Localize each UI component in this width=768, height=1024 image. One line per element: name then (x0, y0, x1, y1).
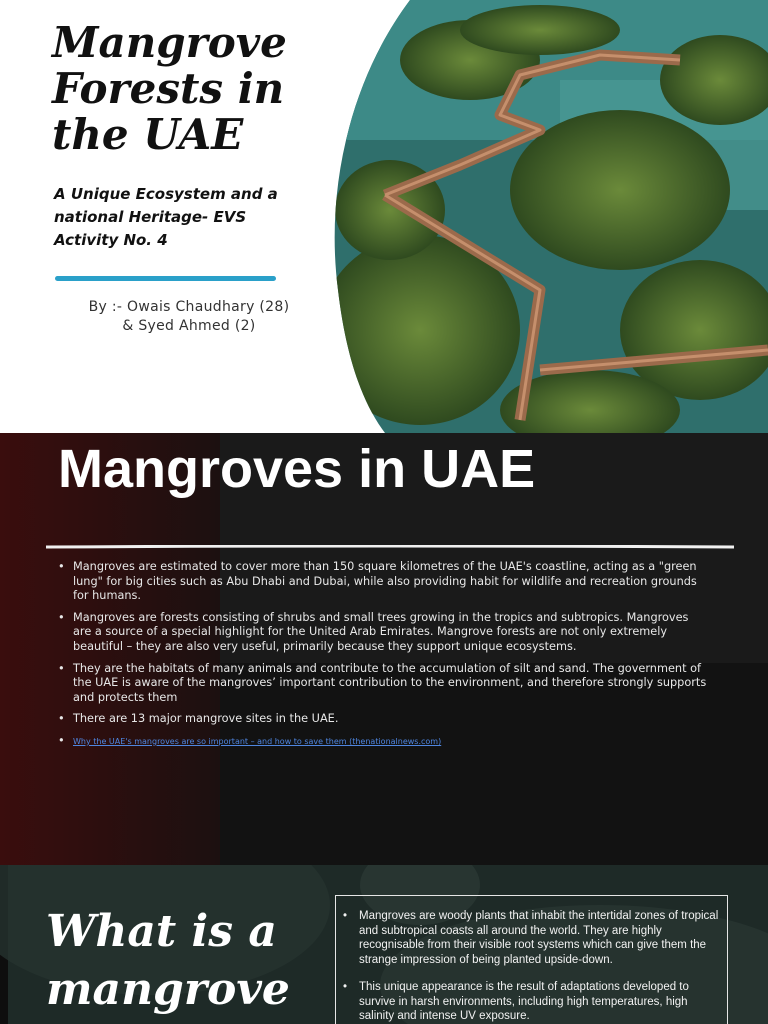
byline (54, 298, 324, 336)
list-item: • Mangroves are estimated to cover more than 150 square kilometres of the UAE's coastline, acting as a "green lung" for big cities such as Abu Dhabi and Dubai, while also providing habit for wildlife and recreation grounds for humans. (58, 560, 708, 604)
byline-line-2: & Syed Ahmed (2) (122, 318, 256, 334)
slide-title: Mangroves in UAE (58, 439, 536, 499)
source-link[interactable]: Why the UAE's mangroves are so important – and how to save them (thenationalnews.com) (73, 736, 442, 746)
mangroves-in-uae-slide (0, 433, 768, 865)
definition-list (343, 909, 721, 1024)
list-item (58, 734, 708, 749)
list-item: • They are the habitats of many animals and contribute to the accumulation of silt and sand. The government of the UAE is aware of the mangroves’ important contribution to the environment, and therefore strongly supports and protects them (58, 662, 708, 706)
presentation-subtitle: A Unique Ecosystem and a national Heritage- EVS Activity No. 4 (54, 185, 278, 249)
list-item: • Mangroves are forests consisting of shrubs and small trees growing in the tropics and subtropics. Mangroves are a source of a special highlight for the United Arab Emirates. Mangrove forests are not only extremely beautiful – they are also very useful, primarily because they support unique ecosystems. (58, 611, 708, 655)
accent-rule (55, 276, 276, 281)
what-is-a-mangrove-slide (0, 865, 768, 1024)
title-divider (46, 545, 734, 549)
title-slide (0, 0, 768, 433)
slide-title: What is a mangrove (46, 906, 290, 1015)
list-item: • This unique appearance is the result of adaptations developed to survive in harsh environments, including high temperatures, high salinity and intense UV exposure. (343, 980, 721, 1024)
mangrove-facts-list (58, 560, 708, 756)
list-item: • There are 13 major mangrove sites in the UAE. (58, 712, 708, 727)
presentation-title: Mangrove Forests in the UAE (52, 18, 287, 159)
byline-line-1: By :- Owais Chaudhary (28) (88, 299, 290, 315)
list-item: • Mangroves are woody plants that inhabit the intertidal zones of tropical and subtropical coasts all around the world. They are highly recognisable from their visible root systems which can give them the strange impression of being planted upside-down. (343, 909, 721, 967)
